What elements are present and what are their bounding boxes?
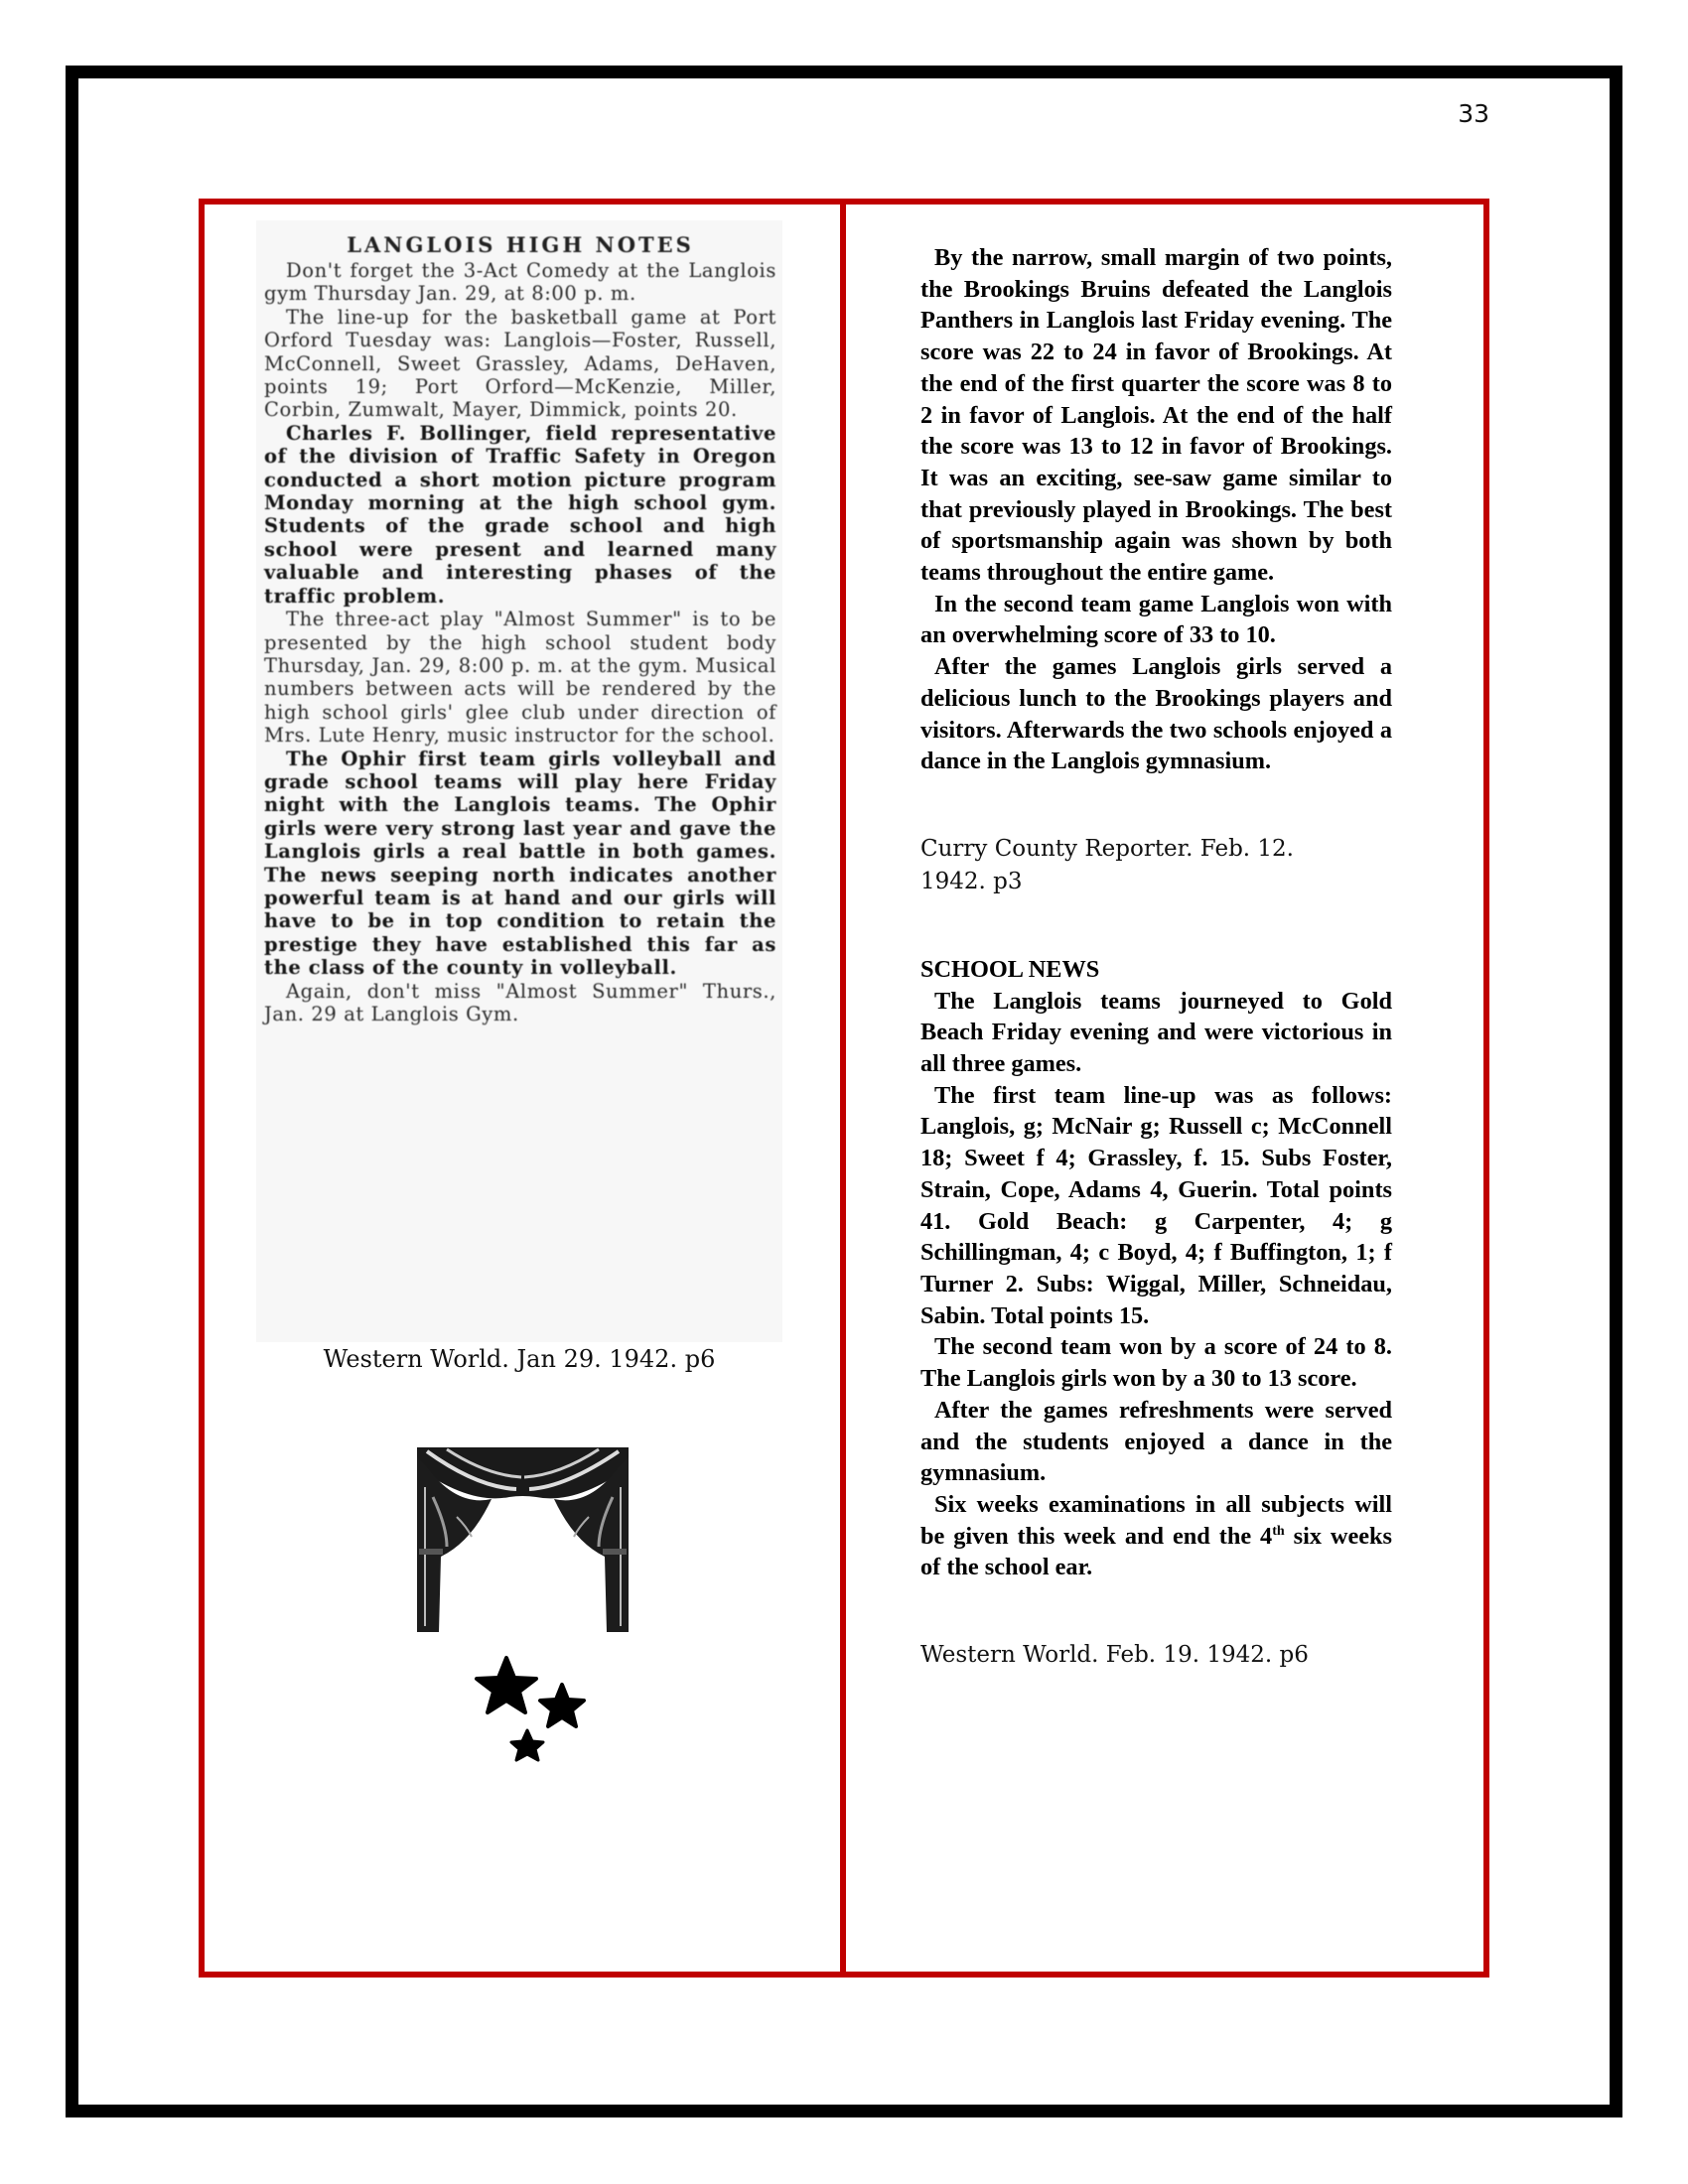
paragraph-text: Six weeks examinations in all subjects will be given this week and end the 4 xyxy=(920,1490,1392,1550)
clipping-paragraph: Don't forget the 3-Act Comedy at the Langlois gym Thursday Jan. 29, at 8:00 p. m. xyxy=(264,259,776,306)
article-paragraph: The second team won by a score of 24 to 8. The Langlois girls won by a 30 to 13 score. xyxy=(920,1333,1392,1393)
article-citation: Western World. Feb. 19. 1942. p6 xyxy=(920,1642,1309,1669)
page-number: 33 xyxy=(1458,99,1489,128)
ordinal-suffix: th xyxy=(1272,1523,1285,1539)
clipping-citation: Western World. Jan 29. 1942. p6 xyxy=(323,1345,716,1373)
column-divider xyxy=(840,199,846,1978)
clipping-paragraph: Again, don't miss "Almost Summer" Thurs., Jan. 29 at Langlois Gym. xyxy=(264,979,776,1025)
clipping-paragraph: The Ophir first team girls volleyball and grade school teams will play here Friday night with the Langlois teams. The Ophir girls were very strong last year and gave the Langlois girls a real battle in both games. The news seeping north indicates another powerful team is at hand and our girls will have to be in top condition to retain the prestige they have established this far as the class of the county in volleyball. xyxy=(264,747,776,980)
clipping-paragraph: The three-act play "Almost Summer" is to be presented by the high school student body Thursday, Jan. 29, 8:00 p. m. at the gym. Musical numbers between acts will be rendered by the high school girls' glee club under direction of Mrs. Lute Henry, music instructor for the school. xyxy=(264,608,776,748)
paragraph-text: six weeks of the school ear. xyxy=(920,1522,1392,1581)
article-paragraph: After the games refreshments were served and the students enjoyed a dance in the gymnasium. xyxy=(920,1396,1392,1487)
article-citation: Curry County Reporter. Feb. 12. 1942. p3 xyxy=(920,835,1294,894)
three-stars-icon xyxy=(467,1643,596,1772)
article-paragraph: In the second team game Langlois won with an overwhelming score of 33 to 10. xyxy=(920,590,1392,649)
article-paragraph: By the narrow, small margin of two points, the Brookings Bruins defeated the Langlois Panthers in Langlois last Friday evening. The score was 22 to 24 in favor of Brookings. At the end of the first quarter the score was 8 to 2 in favor of Langlois. At the end of the half the score was 13 to 12 in favor of Brookings. It was an exciting, see-saw game similar to that previously played in Brookings. The best of sportsmanship again was shown by both teams throughout the entire game. xyxy=(920,244,1392,587)
right-column xyxy=(920,242,1392,1672)
clipping-paragraph: Charles F. Bollinger, field representative of the division of Traffic Safety in Oregon conducted a short motion picture program Monday morning at the high school gym. Students of the grade school and high school were present and learned many valuable and interesting phases of the traffic problem. xyxy=(264,421,776,608)
article-paragraph: The first team line-up was as follows: Langlois, g; McNair g; Russell c; McConnell 18; Sweet f 4; Grassley, f. 15. Subs Foster, Strain, Cope, Adams 4, Guerin. Total points 41. Gold Beach: g Carpenter, 4; g Schillingman, 4; c Boyd, 4; f Buffington, 1; f Turner 2. Subs: Wiggal, Miller, Schneidau, Sabin. Total points 15. xyxy=(920,1081,1392,1329)
article-heading: SCHOOL NEWS xyxy=(920,955,1100,983)
theater-curtain-image xyxy=(417,1447,629,1632)
newspaper-clipping xyxy=(256,220,782,1342)
clipping-heading: LANGLOIS HIGH NOTES xyxy=(347,232,694,257)
article-school-news xyxy=(920,954,1392,1583)
article-paragraph xyxy=(920,1489,1392,1583)
article-brookings-game xyxy=(920,242,1392,777)
article-paragraph: After the games Langlois girls served a delicious lunch to the Brookings players and visitors. Afterwards the two schools enjoyed a dance in the Langlois gymnasium. xyxy=(920,653,1392,775)
article-paragraph: The Langlois teams journeyed to Gold Beach Friday evening and were victorious in all three games. xyxy=(920,987,1392,1078)
clipping-paragraph: The line-up for the basketball game at Port Orford Tuesday was: Langlois—Foster, Russell, McConnell, Sweet Grassley, Adams, DeHaven, points 19; Port Orford—McKenzie, Miller, Corbin, Zumwalt, Mayer, Dimmick, points 20. xyxy=(264,305,776,422)
